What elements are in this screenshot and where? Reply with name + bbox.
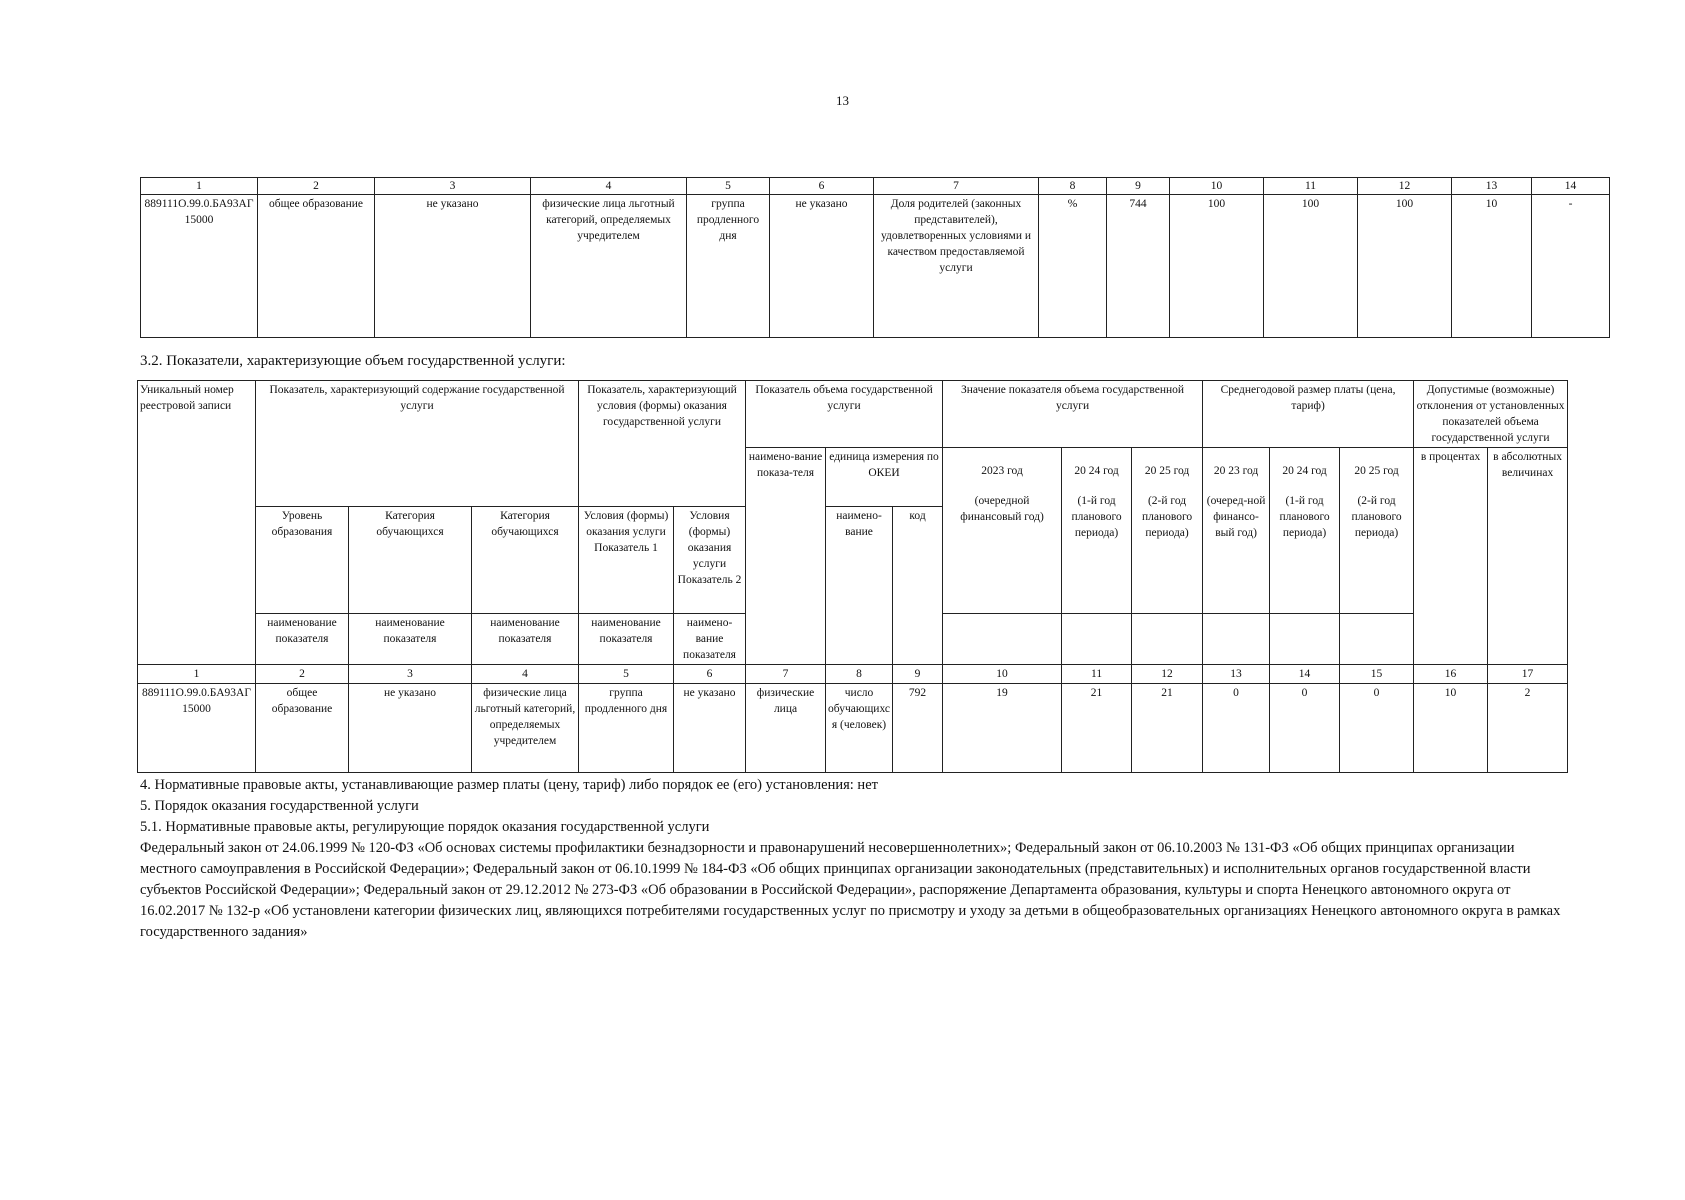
- col-num: 12: [1358, 178, 1452, 195]
- table-cell: %: [1039, 195, 1107, 338]
- paragraph-5: 5. Порядок оказания государственной услуги: [140, 798, 419, 814]
- table-cell: физические лица: [746, 684, 826, 773]
- table-cell: 0: [1270, 684, 1340, 773]
- header-content-indicator: Показатель, характеризующий содержание государственной услуги: [256, 381, 579, 507]
- year-label: 20 25 год: [1354, 465, 1399, 477]
- subheader-level: Уровень образования: [256, 507, 349, 614]
- header-volume-indicator: Показатель объема государственной услуги: [746, 381, 943, 448]
- header-average-fee: Среднегодовой размер платы (цена, тариф): [1203, 381, 1414, 448]
- col-num: 1: [138, 665, 256, 684]
- subheader-condition-1: Условия (формы) оказания услуги Показатель 1: [579, 507, 674, 614]
- empty-cell: [1340, 614, 1414, 665]
- col-num: 11: [1264, 178, 1358, 195]
- table-cell: группа продленного дня: [687, 195, 770, 338]
- header-fee-year-2023: [1203, 448, 1270, 614]
- empty-cell: [943, 614, 1062, 665]
- header-fee-year-2024: [1270, 448, 1340, 614]
- table-row: [138, 684, 1568, 773]
- paragraph-4: 4. Нормативные правовые акты, устанавливающие размер платы (цену, тариф) либо порядок ее (его) установления: нет: [140, 777, 878, 793]
- subheader-name-3: наименование показателя: [472, 614, 579, 665]
- empty-cell: [1270, 614, 1340, 665]
- year-sublabel: (2-й год планового периода): [1351, 495, 1402, 539]
- col-num: 11: [1062, 665, 1132, 684]
- year-label: 20 24 год: [1282, 465, 1327, 477]
- table-cell: группа продленного дня: [579, 684, 674, 773]
- col-num: 4: [472, 665, 579, 684]
- table-row: [141, 195, 1610, 338]
- table-cell: общее образование: [256, 684, 349, 773]
- col-num: 3: [349, 665, 472, 684]
- table-cell: 792: [893, 684, 943, 773]
- subheader-category-2: Категория обучающихся: [472, 507, 579, 614]
- table-cell: 0: [1340, 684, 1414, 773]
- table-cell: 19: [943, 684, 1062, 773]
- header-unique-number: Уникальный номер реестровой записи: [138, 381, 256, 665]
- table2-column-numbers: [138, 665, 1568, 684]
- header-volume-name: наимено-вание показа-теля: [746, 448, 826, 665]
- laws-paragraph: Федеральный закон от 24.06.1999 № 120-ФЗ «Об основах системы профилактики безнадзорности и правонарушений несовершеннолетних»; Федеральный закон от 06.10.2003 № 131-ФЗ «Об общих принципах организации местного самоуправления в Российской Федерации»; Федеральный закон от 06.10.1999 № 184-ФЗ «Об общих принципах организации законодательных (представительных) и исполнительных органов государственной власти субъектов Российской Федерации»; Федеральный закон от 29.12.2012 № 273-ФЗ «Об образовании в Российской Федерации», распоряжение Департамента образования, культуры и спорта Ненецкого автономного округа от 16.02.2017 № 132-р «Об установлени категории физических лиц, являющихся потребителями государственных услуг по присмотру и уходу за детьми в общеобразовательных организациях Ненецкого автономного округа в рамках государственного задания»: [140, 840, 1561, 940]
- col-num: 4: [531, 178, 687, 195]
- subheader-unit-name: наимено-вание: [826, 507, 893, 665]
- table-cell: физические лица льготный категорий, определяемых учредителем: [531, 195, 687, 338]
- table-cell: 21: [1062, 684, 1132, 773]
- subheader-name-4: наименование показателя: [579, 614, 674, 665]
- col-num: 5: [579, 665, 674, 684]
- col-num: 16: [1414, 665, 1488, 684]
- col-num: 7: [746, 665, 826, 684]
- col-num: 9: [893, 665, 943, 684]
- header-unit-okei: единица измерения по ОКЕИ: [826, 448, 943, 507]
- quality-indicators-table: [140, 177, 1610, 338]
- table-cell: 2: [1488, 684, 1568, 773]
- table-cell: физические лица льготный категорий, определяемых учредителем: [472, 684, 579, 773]
- year-sublabel: (1-й год планового периода): [1279, 495, 1330, 539]
- table-cell: общее образование: [258, 195, 375, 338]
- col-num: 17: [1488, 665, 1568, 684]
- table-cell: не указано: [770, 195, 874, 338]
- col-num: 8: [1039, 178, 1107, 195]
- table-cell: не указано: [349, 684, 472, 773]
- col-num: 6: [674, 665, 746, 684]
- header-volume-value: Значение показателя объема государственной услуги: [943, 381, 1203, 448]
- table-cell: 10: [1452, 195, 1532, 338]
- header-percent: в процентах: [1414, 448, 1488, 665]
- table-cell: 100: [1170, 195, 1264, 338]
- col-num: 13: [1203, 665, 1270, 684]
- year-sublabel: (очеред-ной финансо-вый год): [1206, 495, 1266, 539]
- col-num: 1: [141, 178, 258, 195]
- col-num: 12: [1132, 665, 1203, 684]
- footer-text: [140, 775, 1570, 943]
- year-sublabel: (2-й год планового периода): [1141, 495, 1193, 539]
- header-fee-year-2025: [1340, 448, 1414, 614]
- subheader-category-1: Категория обучающихся: [349, 507, 472, 614]
- empty-cell: [1062, 614, 1132, 665]
- table-cell: Доля родителей (законных представителей), удовлетворенных условиями и качеством предоставляемой услуги: [874, 195, 1039, 338]
- subheader-condition-2: Условия (формы) оказания услуги Показатель 2: [674, 507, 746, 614]
- col-num: 13: [1452, 178, 1532, 195]
- table-cell: 889111О.99.0.БА93АГ15000: [141, 195, 258, 338]
- volume-indicators-table: [137, 380, 1568, 773]
- paragraph-5-1: 5.1. Нормативные правовые акты, регулирующие порядок оказания государственной услуги: [140, 819, 710, 835]
- col-num: 3: [375, 178, 531, 195]
- header-year-2024: [1062, 448, 1132, 614]
- subheader-name-1: наименование показателя: [256, 614, 349, 665]
- subheader-name-5: наимено-вание показателя: [674, 614, 746, 665]
- table-cell: не указано: [375, 195, 531, 338]
- table1-column-numbers: [141, 178, 1610, 195]
- year-label: 20 23 год: [1213, 465, 1259, 477]
- col-num: 7: [874, 178, 1039, 195]
- col-num: 2: [258, 178, 375, 195]
- col-num: 5: [687, 178, 770, 195]
- empty-cell: [1132, 614, 1203, 665]
- table-cell: -: [1532, 195, 1610, 338]
- table-cell: 21: [1132, 684, 1203, 773]
- table-cell: не указано: [674, 684, 746, 773]
- col-num: 9: [1107, 178, 1170, 195]
- section-title: 3.2. Показатели, характеризующие объем государственной услуги:: [140, 353, 566, 369]
- year-label: 2023 год: [981, 465, 1023, 477]
- year-sublabel: (очередной финансовый год): [960, 495, 1044, 523]
- col-num: 6: [770, 178, 874, 195]
- header-conditions-indicator: Показатель, характеризующий условия (формы) оказания государственной услуги: [579, 381, 746, 507]
- col-num: 2: [256, 665, 349, 684]
- table-cell: 100: [1264, 195, 1358, 338]
- page-number: 13: [836, 93, 849, 108]
- year-label: 20 25 год: [1144, 465, 1190, 477]
- year-label: 20 24 год: [1074, 465, 1119, 477]
- table-cell: 0: [1203, 684, 1270, 773]
- subheader-unit-code: код: [893, 507, 943, 665]
- table-cell: 10: [1414, 684, 1488, 773]
- col-num: 10: [1170, 178, 1264, 195]
- subheader-name-2: наименование показателя: [349, 614, 472, 665]
- col-num: 10: [943, 665, 1062, 684]
- header-year-2023: [943, 448, 1062, 614]
- empty-cell: [1203, 614, 1270, 665]
- header-absolute: в абсолютных величинах: [1488, 448, 1568, 665]
- header-year-2025: [1132, 448, 1203, 614]
- table-cell: 744: [1107, 195, 1170, 338]
- table-cell: число обучающихся (человек): [826, 684, 893, 773]
- col-num: 8: [826, 665, 893, 684]
- table-cell: 100: [1358, 195, 1452, 338]
- col-num: 15: [1340, 665, 1414, 684]
- col-num: 14: [1270, 665, 1340, 684]
- year-sublabel: (1-й год планового периода): [1071, 495, 1122, 539]
- table2-header-row-1: [138, 381, 1568, 448]
- col-num: 14: [1532, 178, 1610, 195]
- table-cell: 889111О.99.0.БА93АГ15000: [138, 684, 256, 773]
- header-allowed-deviation: Допустимые (возможные) отклонения от установленных показателей объема государственной услуги: [1414, 381, 1568, 448]
